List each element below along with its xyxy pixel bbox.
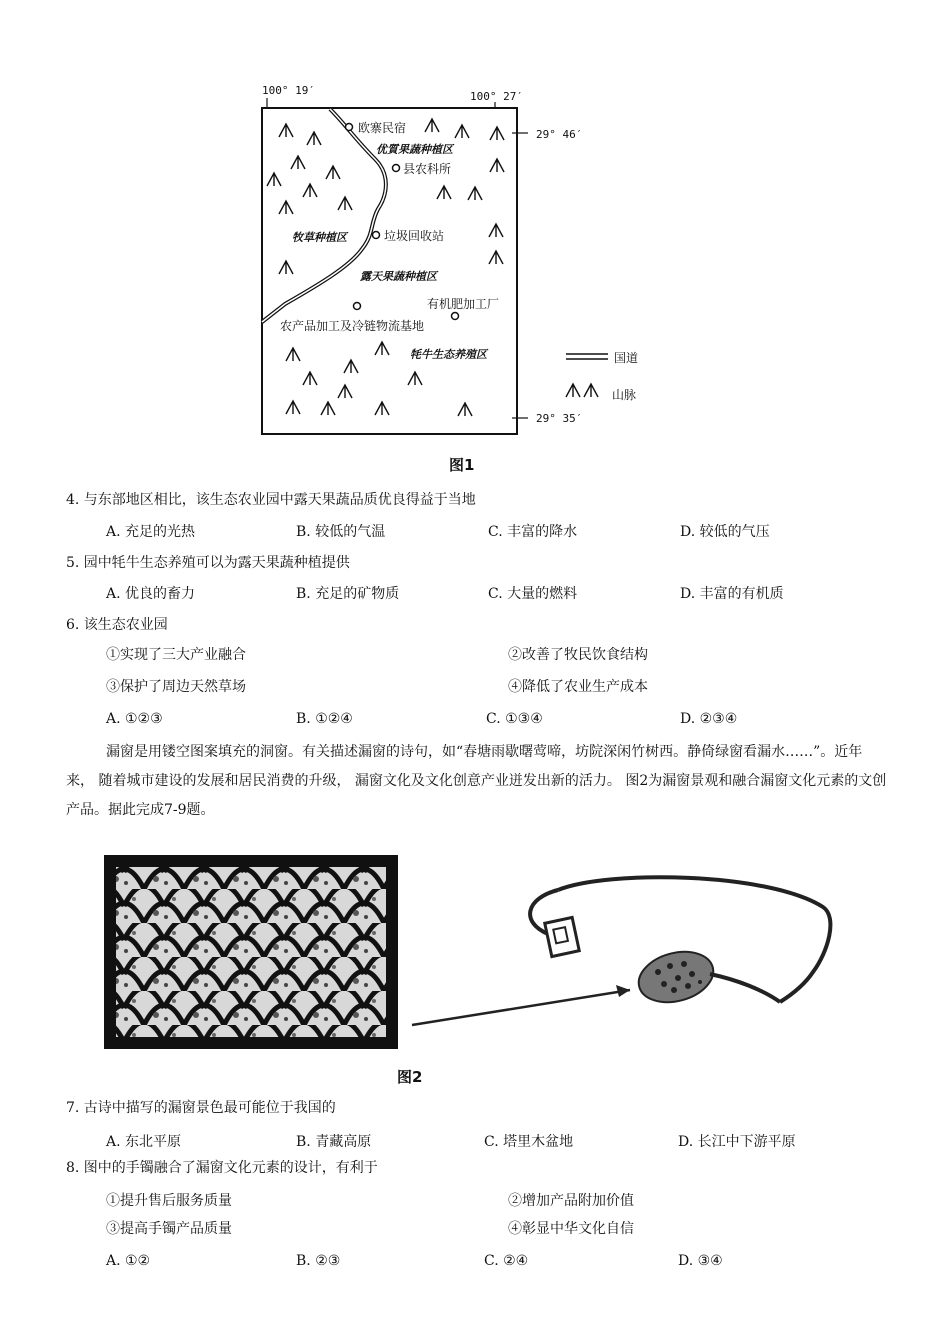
homestay-dot	[346, 124, 353, 131]
q6-option-b: B. ①②④	[296, 711, 353, 727]
q7-option-c: C. 塔里木盆地	[484, 1134, 574, 1150]
question-5-stem: 5. 园中牦牛生态养殖可以为露天果蔬种植提供	[66, 555, 350, 571]
q8-statement-2: ②增加产品附加价值	[508, 1193, 634, 1209]
label-processing: 农产品加工及冷链物流基地	[280, 319, 425, 333]
lat-top-label: 29° 46′	[536, 128, 583, 141]
figure-1-map	[250, 84, 700, 474]
label-zone-yak: 牦牛生态养殖区	[410, 348, 487, 361]
q4-option-a: A. 充足的光热	[106, 524, 196, 540]
legend-road-label: 国道	[614, 351, 639, 365]
label-farm-institute: 县农科所	[403, 162, 452, 176]
processing-dot	[354, 303, 361, 310]
bracelet-image	[408, 862, 848, 1032]
label-recycling: 垃圾回收站	[384, 229, 445, 243]
label-homestay: 欧寨民宿	[358, 121, 407, 135]
question-4-stem: 4. 与东部地区相比，该生态农业园中露天果蔬品质优良得益于当地	[66, 492, 476, 508]
q6-option-d: D. ②③④	[680, 711, 738, 727]
question-7-stem: 7. 古诗中描写的漏窗景色最可能位于我国的	[66, 1100, 336, 1116]
recycling-dot	[373, 232, 380, 239]
q5-option-c: C. 大量的燃料	[488, 586, 578, 602]
q8-statement-3: ③提高手镯产品质量	[106, 1221, 232, 1237]
figure-2-caption: 图2	[397, 1068, 423, 1086]
fertilizer-dot	[452, 313, 459, 320]
label-zone-open-air: 露天果蔬种植区	[360, 270, 437, 283]
lat-bottom-label: 29° 35′	[536, 412, 583, 425]
leaded-window-image	[104, 855, 398, 1049]
q7-option-a: A. 东北平原	[106, 1134, 182, 1150]
q6-option-a: A. ①②③	[106, 711, 163, 727]
q8-option-c: C. ②④	[484, 1253, 529, 1269]
q6-statement-1: ①实现了三大产业融合	[106, 647, 246, 663]
q4-option-c: C. 丰富的降水	[488, 524, 578, 540]
q8-statement-1: ①提升售后服务质量	[106, 1193, 232, 1209]
q4-option-b: B. 较低的气温	[296, 524, 386, 540]
figure-1-caption: 图1	[449, 456, 475, 474]
national-road	[262, 109, 386, 322]
legend-mountain-symbol	[566, 384, 598, 397]
label-zone-greenhouse: 优質果蔬种植区	[376, 143, 453, 156]
q7-option-b: B. 青藏高原	[296, 1134, 372, 1150]
label-zone-pasture: 牧草种植区	[292, 231, 347, 244]
q5-option-d: D. 丰富的有机质	[680, 586, 784, 602]
lon-right-label: 100° 27′	[470, 90, 523, 103]
map-frame-svg	[250, 84, 700, 474]
q6-statement-2: ②改善了牧民饮食结构	[508, 647, 648, 663]
pointer-arrow	[412, 990, 630, 1025]
question-8-stem: 8. 图中的手镯融合了漏窗文化元素的设计，有利于	[66, 1160, 378, 1176]
passage-leaded-window: 漏窗是用镂空图案填充的洞窗。有关描述漏窗的诗句，如“春塘雨歇曙莺啼，坊院深闲竹树西。静倚绿窗看漏水……”。近年来， 随着城市建设的发展和居民消费的升级， 漏窗文化及文化创意产业迸发出新的活力。 图2为漏窗景观和融合漏窗文化元素的文创产品。据此完成7-9题。	[66, 744, 887, 818]
q8-option-a: A. ①②	[106, 1253, 151, 1269]
q5-option-b: B. 充足的矿物质	[296, 586, 400, 602]
q6-statement-4: ④降低了农业生产成本	[508, 679, 648, 695]
q8-statement-4: ④彰显中华文化自信	[508, 1221, 634, 1237]
question-6-stem: 6. 该生态农业园	[66, 617, 168, 633]
label-fertilizer: 有机肥加工厂	[427, 297, 500, 311]
lon-left-label: 100° 19′	[262, 84, 315, 97]
q5-option-a: A. 优良的畜力	[106, 586, 196, 602]
q6-option-c: C. ①③④	[486, 711, 543, 727]
legend-mountain-label: 山脉	[612, 388, 637, 402]
q4-option-d: D. 较低的气压	[680, 524, 770, 540]
q6-statement-3: ③保护了周边天然草场	[106, 679, 246, 695]
q8-option-b: B. ②③	[296, 1253, 341, 1269]
q7-option-d: D. 长江中下游平原	[678, 1134, 796, 1150]
q8-option-d: D. ③④	[678, 1253, 723, 1269]
institute-dot	[393, 165, 400, 172]
